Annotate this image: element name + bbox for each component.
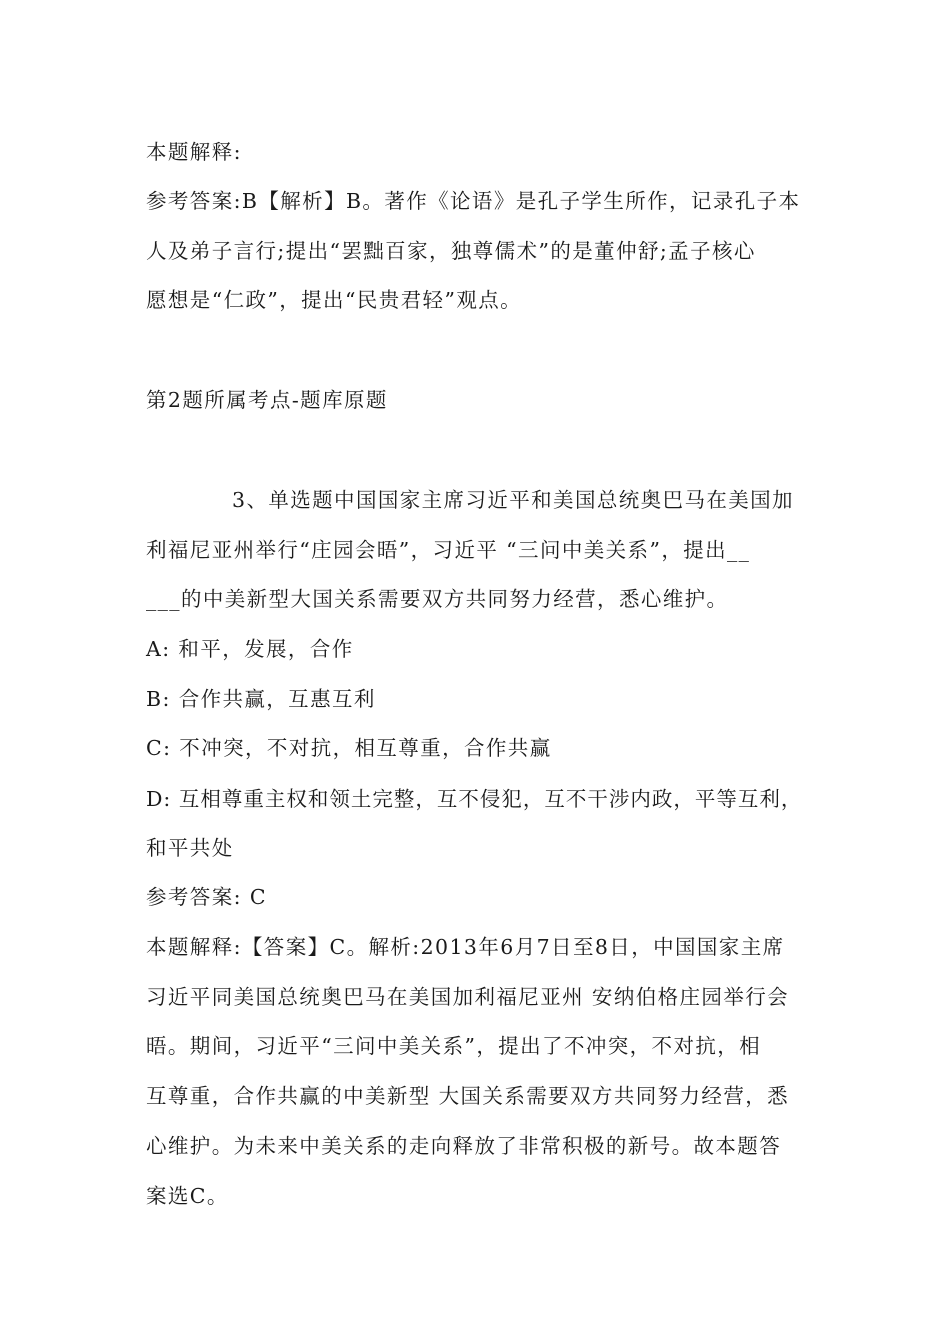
q3-explanation-line-4: 互尊重，合作共赢的中美新型 大国关系需要双方共同努力经营，悉 <box>146 1084 790 1108</box>
q3-option-a: A: 和平，发展，合作 <box>146 637 354 661</box>
q2-source-note: 第2题所属考点-题库原题 <box>146 388 388 412</box>
q3-stem-line-3: ___的中美新型大国关系需要双方共同努力经营，悉心维护。 <box>146 587 729 611</box>
q3-stem-line-2: 利福尼亚州举行“庄园会晤”，习近平 “三问中美关系”，提出__ <box>146 538 751 562</box>
q3-option-c: C: 不冲突，不对抗，相互尊重，合作共赢 <box>146 736 552 760</box>
q3-stem-line-1: 3、单选题中国国家主席习近平和美国总统奥巴马在美国加 <box>232 488 794 512</box>
q3-explanation-line-6: 案选C。 <box>146 1184 229 1208</box>
q3-option-d-line-1: D: 互相尊重主权和领土完整，互不侵犯，互不干涉内政，平等互利， <box>146 787 803 811</box>
q3-explanation-line-5: 心维护。为未来中美关系的走向释放了非常积极的新号。故本题答 <box>146 1134 782 1158</box>
q2-explanation-label: 本题解释: <box>146 140 242 164</box>
q2-answer-line-2: 人及弟子言行;提出“罢黜百家，独尊儒术”的是董仲舒;孟子核心 <box>146 239 756 263</box>
q3-option-d-line-2: 和平共处 <box>146 836 234 860</box>
q3-reference-answer: 参考答案: C <box>146 885 267 909</box>
q3-explanation-line-3: 晤。期间，习近平“三问中美关系”，提出了不冲突，不对抗，相 <box>146 1034 762 1058</box>
q3-explanation-line-1: 本题解释:【答案】C。解析:2013年6月7日至8日，中国国家主席 <box>146 935 785 959</box>
q2-answer-line-3: 愿想是“仁政”，提出“民贵君轻”观点。 <box>146 288 523 312</box>
q3-explanation-line-2: 习近平同美国总统奥巴马在美国加利福尼亚州 安纳伯格庄园举行会 <box>146 985 790 1009</box>
q2-answer-line-1: 参考答案:B【解析】B。著作《论语》是孔子学生所作，记录孔子本 <box>146 189 801 213</box>
q3-option-b: B: 合作共赢，互惠互利 <box>146 687 376 711</box>
